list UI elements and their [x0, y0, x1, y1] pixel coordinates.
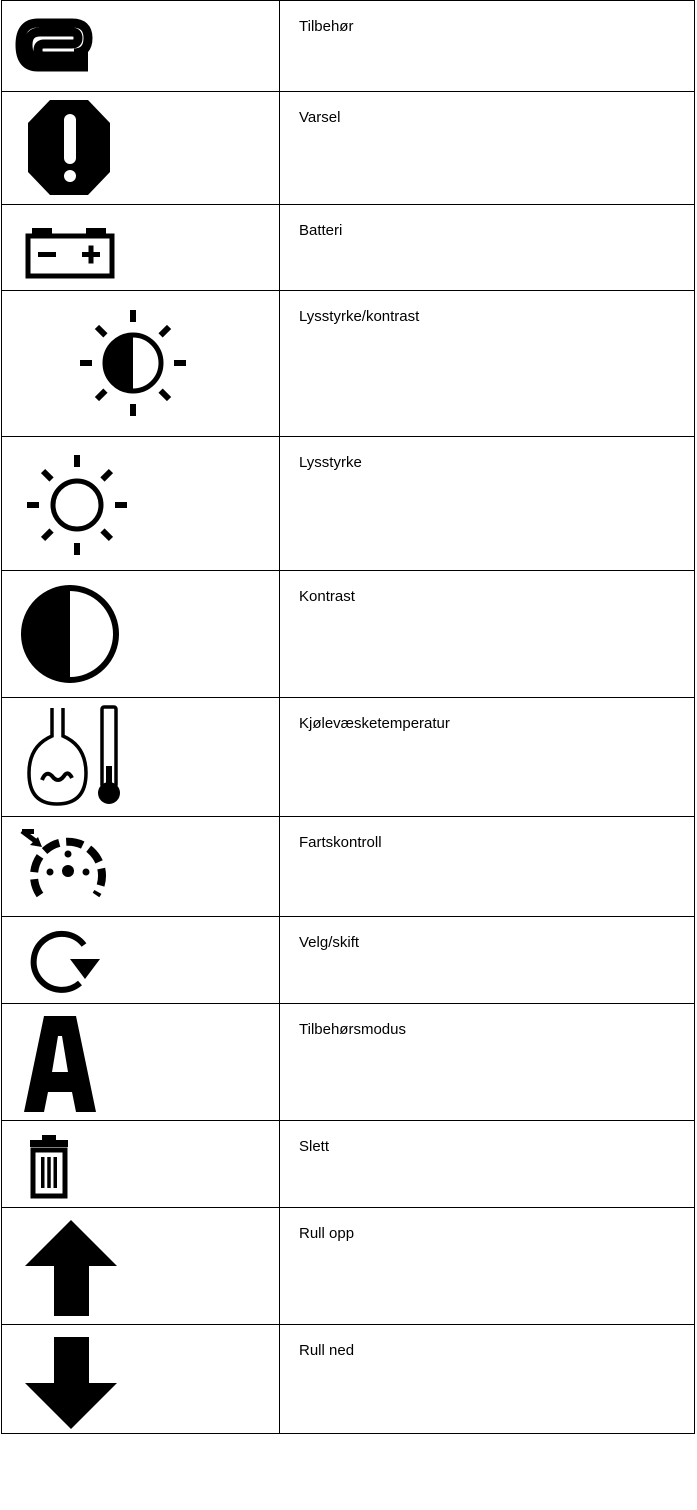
icon-cell	[2, 817, 280, 917]
icon-cell	[2, 205, 280, 291]
label-cell	[280, 1121, 695, 1208]
warning-octagon-icon	[2, 92, 132, 204]
label-cell	[280, 1, 695, 92]
select-change-rotate-icon	[2, 917, 132, 1003]
table-row	[2, 437, 695, 571]
icon-cell	[2, 1004, 280, 1121]
table-row	[2, 1121, 695, 1208]
row-label: Kjølevæsketemperatur	[299, 715, 450, 732]
table-row	[2, 92, 695, 205]
row-label: Batteri	[299, 222, 343, 239]
label-cell	[280, 917, 695, 1004]
table-row	[2, 817, 695, 917]
contrast-half-circle-icon	[2, 571, 132, 697]
row-label: Varsel	[299, 109, 341, 126]
table-row	[2, 205, 695, 291]
arrow-down-icon	[2, 1325, 132, 1433]
icon-cell	[2, 698, 280, 817]
row-label: Rull opp	[299, 1225, 355, 1242]
brightness-sun-icon	[2, 437, 142, 570]
label-cell	[280, 205, 695, 291]
label-cell	[280, 571, 695, 698]
table-row	[2, 698, 695, 817]
brightness-contrast-icon	[2, 291, 202, 436]
table-row	[2, 1, 695, 92]
label-cell	[280, 1325, 695, 1434]
icon-cell	[2, 92, 280, 205]
icon-cell	[2, 917, 280, 1004]
label-cell	[280, 92, 695, 205]
icon-cell	[2, 1325, 280, 1434]
table-row	[2, 1325, 695, 1434]
row-label: Slett	[299, 1138, 330, 1155]
table-row	[2, 571, 695, 698]
icon-cell	[2, 1, 280, 92]
attachment-paperclip-icon	[2, 1, 102, 91]
cruise-control-speedometer-icon	[2, 817, 132, 916]
row-label: Lysstyrke	[299, 454, 362, 471]
row-label: Tilbehørsmodus	[299, 1021, 406, 1038]
table-row	[2, 1208, 695, 1325]
table-row	[2, 1004, 695, 1121]
icon-cell	[2, 437, 280, 571]
letter-a-mode-icon	[2, 1004, 132, 1120]
label-cell	[280, 437, 695, 571]
icon-cell	[2, 571, 280, 698]
arrow-up-icon	[2, 1208, 132, 1324]
symbol-table	[1, 0, 695, 1434]
label-cell	[280, 291, 695, 437]
label-cell	[280, 1004, 695, 1121]
row-label: Rull ned	[299, 1342, 355, 1359]
table-row	[2, 917, 695, 1004]
row-label: Tilbehør	[299, 18, 354, 35]
battery-icon	[2, 205, 132, 290]
label-cell	[280, 698, 695, 817]
row-label: Kontrast	[299, 588, 355, 605]
coolant-temperature-icon	[2, 698, 152, 816]
row-label: Lysstyrke/kontrast	[299, 308, 420, 325]
icon-cell	[2, 1121, 280, 1208]
label-cell	[280, 1208, 695, 1325]
row-label: Fartskontroll	[299, 834, 382, 851]
row-label: Velg/skift	[299, 934, 360, 951]
label-cell	[280, 817, 695, 917]
trash-bin-icon	[2, 1121, 132, 1207]
icon-cell	[2, 291, 280, 437]
table-row	[2, 291, 695, 437]
icon-cell	[2, 1208, 280, 1325]
